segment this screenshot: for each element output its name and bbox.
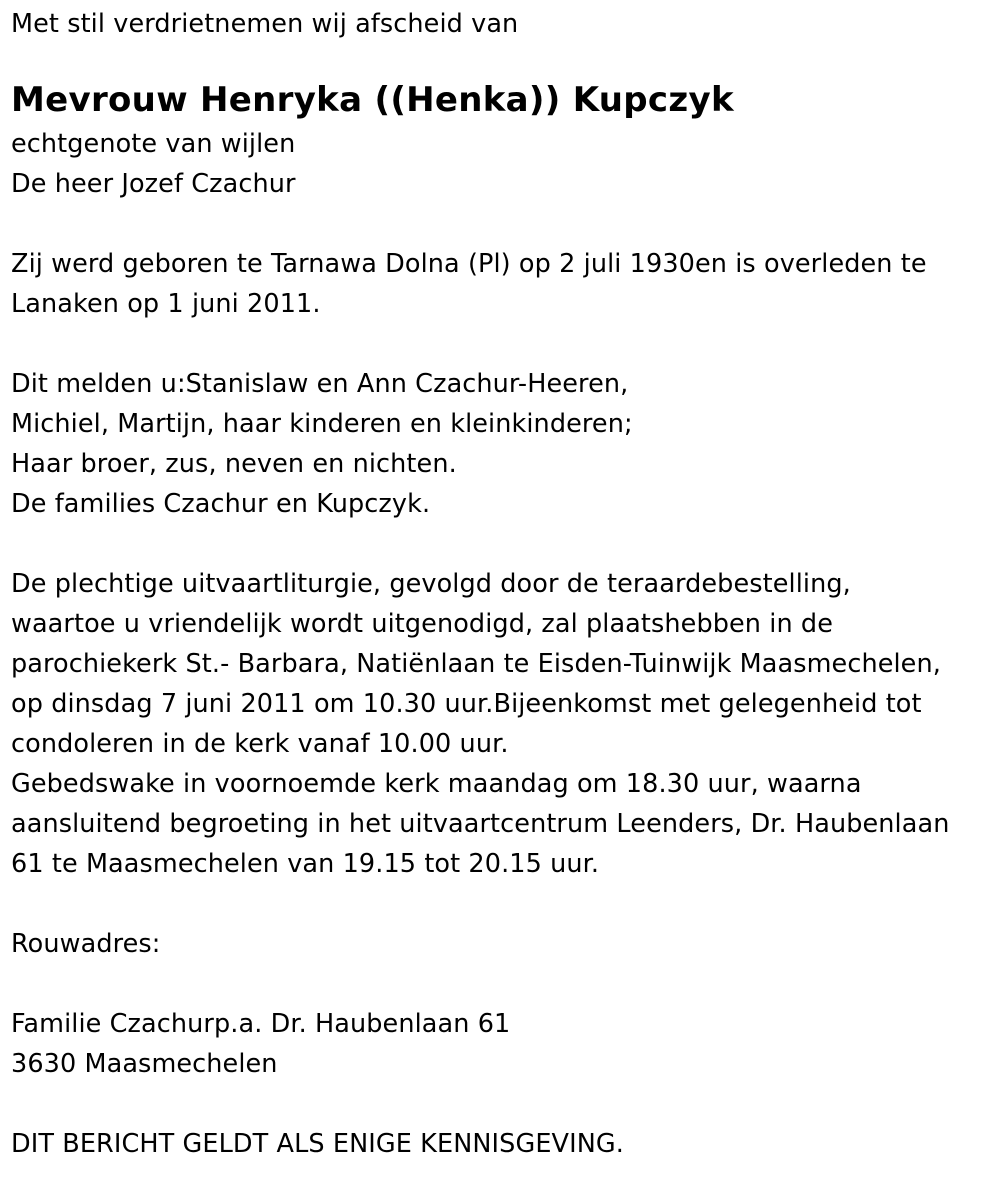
relation-line: De heer Jozef Czachur [11,169,296,199]
spacer [11,884,996,924]
ceremony-line: waartoe u vriendelijk wordt uitgenodigd, zal plaatshebben in de [11,609,834,639]
death-notice [11,4,996,1164]
ceremony-line: Gebedswake in voornoemde kerk maandag om 18.30 uur, waarna [11,769,862,799]
spacer [11,1084,996,1124]
family-line: Haar broer, zus, neven en nichten. [11,449,457,479]
spacer [11,324,996,364]
address-label: Rouwadres: [11,929,161,959]
birth-death-line: Zij werd geboren te Tarnawa Dolna (Pl) op 2 juli 1930en is overleden te [11,249,927,279]
ceremony-line: parochiekerk St.- Barbara, Natiënlaan te Eisden-Tuinwijk Maasmechelen, [11,649,941,679]
address-block [11,1004,996,1084]
family-line: De families Czachur en Kupczyk. [11,489,431,519]
closing-statement: DIT BERICHT GELDT ALS ENIGE KENNISGEVING. [11,1129,624,1159]
ceremony-line: aansluitend begroeting in het uitvaartcentrum Leenders, Dr. Haubenlaan [11,809,950,839]
birth-death-line: Lanaken op 1 juni 2011. [11,289,321,319]
family-line: Dit melden u:Stanislaw en Ann Czachur-Heeren, [11,369,629,399]
family-block [11,364,996,524]
ceremony-line: condoleren in de kerk vanaf 10.00 uur. [11,729,509,759]
address-line: 3630 Maasmechelen [11,1049,278,1079]
spacer [11,204,996,244]
ceremony-block [11,564,996,884]
intro-text: Met stil verdrietnemen wij afscheid van [11,9,519,39]
ceremony-line: De plechtige uitvaartliturgie, gevolgd door de teraardebestelling, [11,569,851,599]
ceremony-line: op dinsdag 7 juni 2011 om 10.30 uur.Bijeenkomst met gelegenheid tot [11,689,922,719]
address-line: Familie Czachurp.a. Dr. Haubenlaan 61 [11,1009,511,1039]
deceased-name: Mevrouw Henryka ((Henka)) Kupczyk [11,80,734,120]
spacer [11,524,996,564]
spacer [11,44,996,76]
spacer [11,964,996,1004]
family-line: Michiel, Martijn, haar kinderen en kleinkinderen; [11,409,633,439]
birth-death-block [11,244,996,324]
relation-block [11,124,996,204]
relation-line: echtgenote van wijlen [11,129,296,159]
ceremony-line: 61 te Maasmechelen van 19.15 tot 20.15 uur. [11,849,600,879]
